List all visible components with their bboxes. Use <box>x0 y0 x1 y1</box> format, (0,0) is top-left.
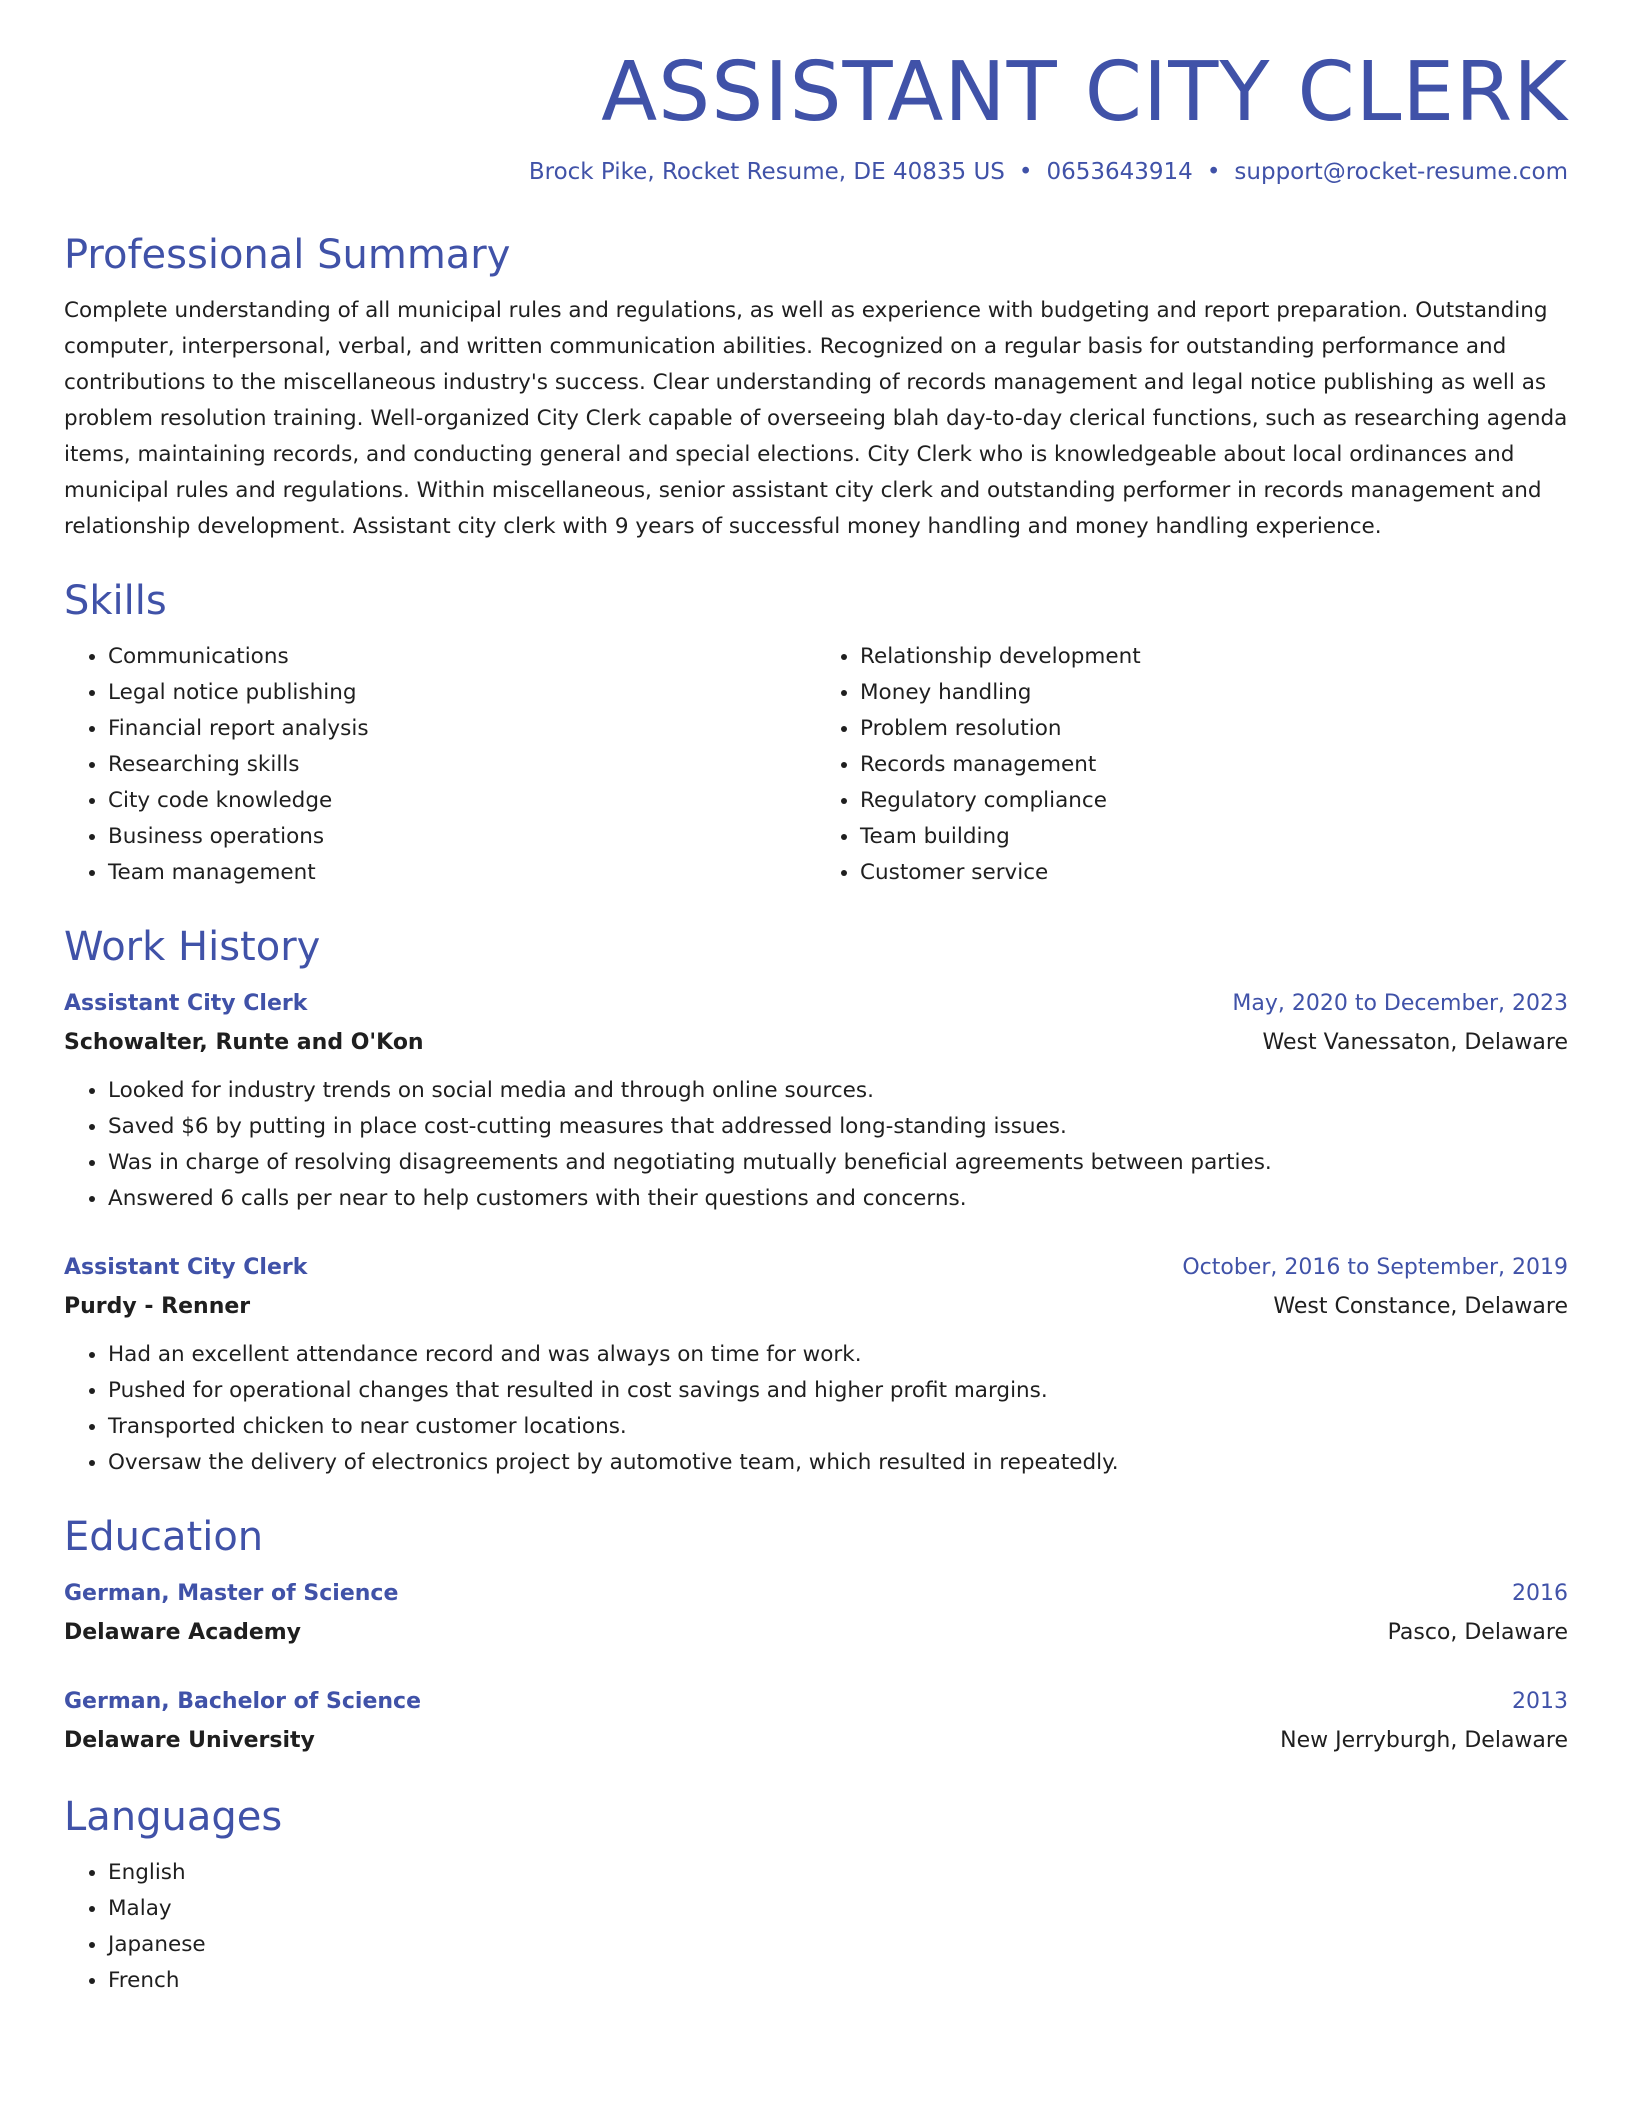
job-bullet: • Oversaw the delivery of electronics project by automotive team, which resulted in repeatedly. <box>108 1445 1568 1481</box>
education-section <box>64 1513 1568 1761</box>
job-location: West Vanessaton, Delaware <box>1262 1029 1568 1055</box>
job-bullets <box>64 1073 1568 1217</box>
job-bullet: • Transported chicken to near customer locations. <box>108 1409 1568 1445</box>
job-entry <box>64 985 1568 1217</box>
skill-item: • City code knowledge <box>108 783 816 819</box>
skill-item: • Business operations <box>108 819 816 855</box>
skill-item: • Legal notice publishing <box>108 675 816 711</box>
education-location: Pasco, Delaware <box>1387 1619 1568 1645</box>
job-company-row <box>64 1287 1568 1327</box>
skills-section <box>64 577 1568 891</box>
skill-item: • Communications <box>108 639 816 675</box>
skill-item: • Regulatory compliance <box>860 783 1568 819</box>
education-year: 2013 <box>1512 1688 1568 1714</box>
work-heading: Work History <box>64 923 321 970</box>
skills-columns <box>64 639 1568 891</box>
skills-list-left <box>64 639 816 891</box>
job-bullet: • Looked for industry trends on social media and through online sources. <box>108 1073 1568 1109</box>
contact-email: support@rocket-resume.com <box>1234 159 1568 186</box>
job-dates: May, 2020 to December, 2023 <box>1232 990 1568 1016</box>
job-bullet: • Pushed for operational changes that resulted in cost savings and higher profit margins. <box>108 1373 1568 1409</box>
job-location: West Constance, Delaware <box>1273 1293 1568 1319</box>
skills-list-right <box>816 639 1568 891</box>
languages-list <box>64 1855 1568 1999</box>
resume-title: ASSISTANT CITY CLERK <box>601 45 1568 140</box>
skill-item: • Records management <box>860 747 1568 783</box>
job-dates: October, 2016 to September, 2019 <box>1182 1254 1568 1280</box>
job-header-row <box>64 1249 1568 1287</box>
summary-text: Complete understanding of all municipal rules and regulations, as well as experience with budgeting and report preparation. Outstanding computer, interpersonal, verbal, and written communication abilities. Recognized on a regular basis for outstanding performance and contributions to the miscellaneous industry's success. Clear understanding of records management and legal notice publishing as well as problem resolution training. Well-organized City Clerk capable of overseeing blah day-to-day clerical functions, such as researching agenda items, maintaining records, and conducting general and special elections. City Clerk who is knowledgeable about local ordinances and municipal rules and regulations. Within miscellaneous, senior assistant city clerk and outstanding performer in records management and relationship development. Assistant city clerk with 9 years of successful money handling and money handling experience. <box>64 297 1568 539</box>
contact-separator: • <box>1018 159 1033 186</box>
education-header-row <box>64 1575 1568 1613</box>
education-school: Delaware University <box>64 1727 315 1753</box>
job-bullets <box>64 1337 1568 1481</box>
skill-item: • Team management <box>108 855 816 891</box>
job-company-row <box>64 1023 1568 1063</box>
skill-item: • Problem resolution <box>860 711 1568 747</box>
job-entry <box>64 1249 1568 1481</box>
skill-item: • Money handling <box>860 675 1568 711</box>
education-degree: German, Master of Science <box>64 1580 399 1606</box>
education-header-row <box>64 1683 1568 1721</box>
contact-address: Brock Pike, Rocket Resume, DE 40835 US <box>528 159 1005 186</box>
education-degree: German, Bachelor of Science <box>64 1688 421 1714</box>
education-location: New Jerryburgh, Delaware <box>1280 1727 1568 1753</box>
education-school-row <box>64 1721 1568 1761</box>
job-bullet: • Saved $6 by putting in place cost-cutting measures that addressed long-standing issues. <box>108 1109 1568 1145</box>
job-header-row <box>64 985 1568 1023</box>
education-school-row <box>64 1613 1568 1653</box>
language-item: • English <box>108 1855 1568 1891</box>
skill-item: • Customer service <box>860 855 1568 891</box>
education-entry <box>64 1683 1568 1761</box>
skill-item: • Financial report analysis <box>108 711 816 747</box>
job-bullet: • Answered 6 calls per near to help customers with their questions and concerns. <box>108 1181 1568 1217</box>
contact-separator: • <box>1206 159 1221 186</box>
education-entry <box>64 1575 1568 1653</box>
job-bullet: • Was in charge of resolving disagreements and negotiating mutually beneficial agreements between parties. <box>108 1145 1568 1181</box>
language-item: • Japanese <box>108 1927 1568 1963</box>
skill-item: • Researching skills <box>108 747 816 783</box>
job-company: Purdy - Renner <box>64 1293 251 1319</box>
language-item: • Malay <box>108 1891 1568 1927</box>
contact-phone: 0653643914 <box>1046 159 1193 186</box>
job-company: Schowalter, Runte and O'Kon <box>64 1029 424 1055</box>
summary-heading: Professional Summary <box>64 231 511 278</box>
languages-heading: Languages <box>64 1793 283 1840</box>
skills-heading: Skills <box>64 577 167 624</box>
skill-item: • Team building <box>860 819 1568 855</box>
job-role: Assistant City Clerk <box>64 1254 308 1280</box>
contact-line <box>64 156 1568 188</box>
languages-section <box>64 1793 1568 1999</box>
skill-item: • Relationship development <box>860 639 1568 675</box>
language-item: • French <box>108 1963 1568 1999</box>
education-heading: Education <box>64 1513 264 1560</box>
education-year: 2016 <box>1512 1580 1568 1606</box>
job-bullet: • Had an excellent attendance record and was always on time for work. <box>108 1337 1568 1373</box>
job-role: Assistant City Clerk <box>64 990 308 1016</box>
education-school: Delaware Academy <box>64 1619 302 1645</box>
work-section <box>64 923 1568 1481</box>
